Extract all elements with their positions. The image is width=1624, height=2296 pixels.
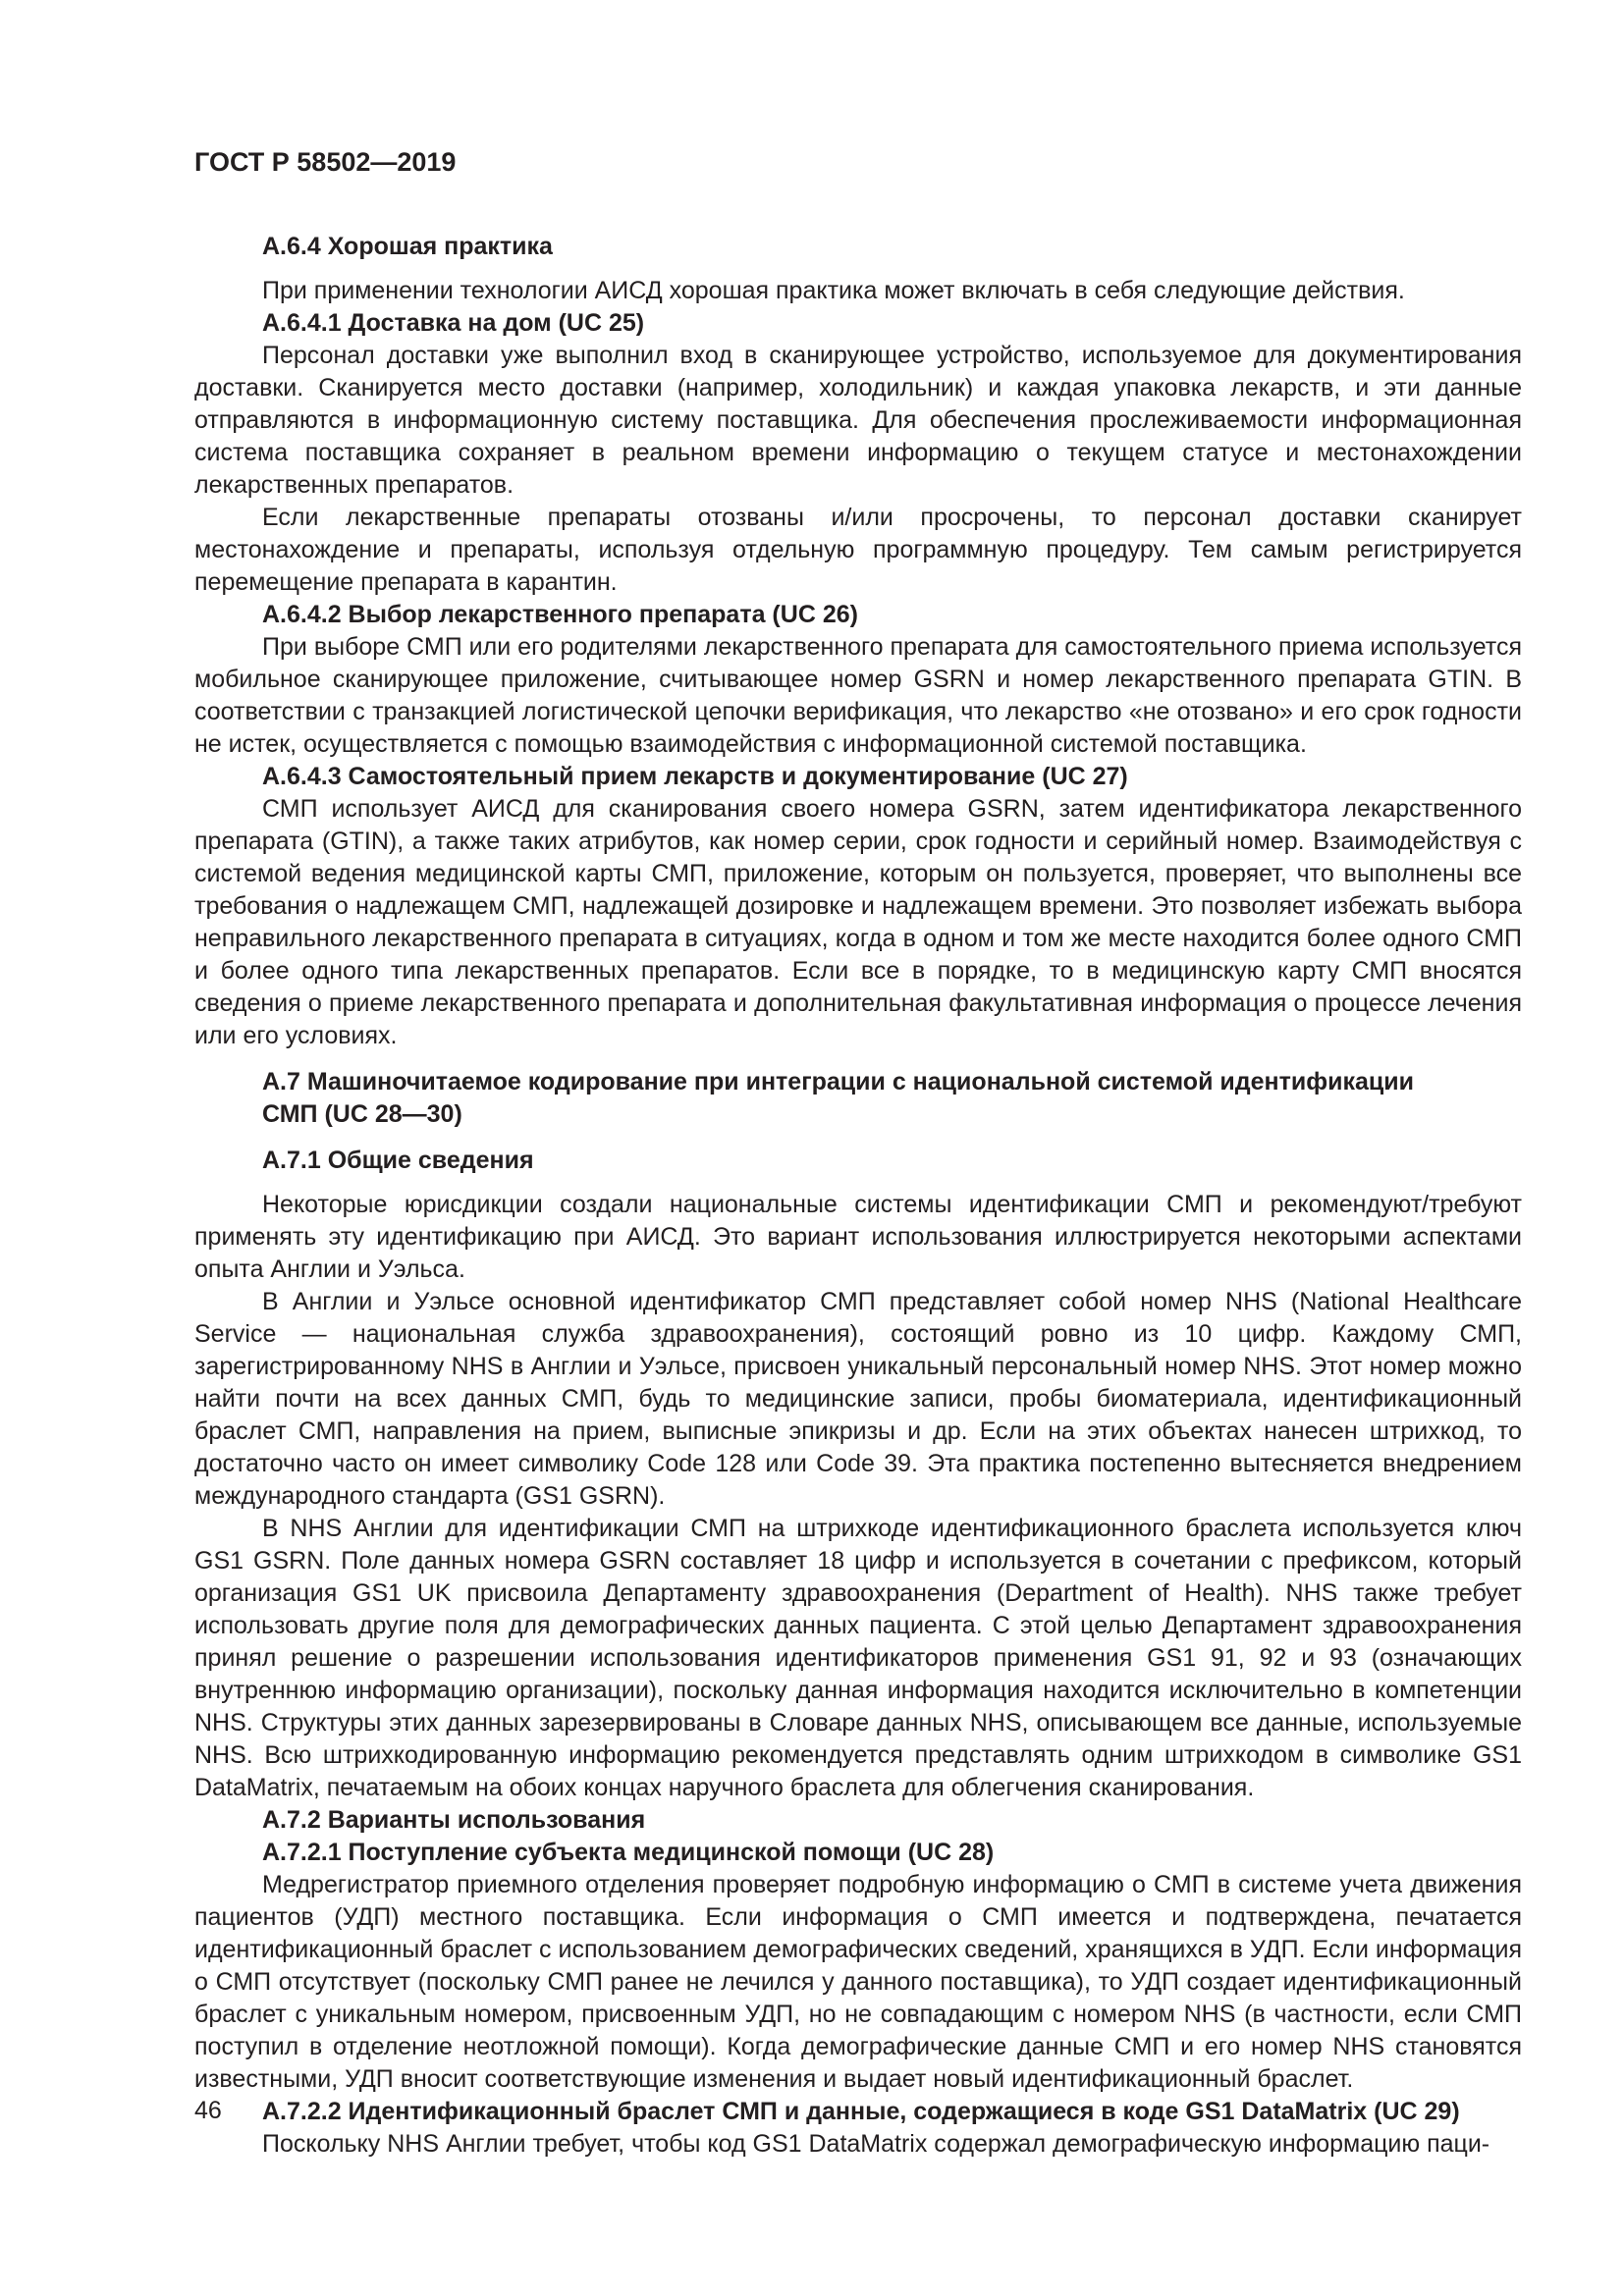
section-heading-a722: А.7.2.2 Идентификационный браслет СМП и данные, содержащиеся в коде GS1 DataMatrix (UC 29) [262, 2098, 1460, 2125]
section-heading-a721: А.7.2.1 Поступление субъекта медицинской помощи (UC 28) [262, 1839, 995, 1866]
section-heading-a7-line2: СМП (UC 28—30) [262, 1100, 462, 1128]
paragraph-a641-2: Если лекарственные препараты отозваны и/или просрочены, то персонал доставки сканирует местонахождение и препараты, используя отдельную программную процедуру. Тем самым регистрируется перемещение препарата в карантин. [194, 504, 1522, 596]
section-heading-a642: А.6.4.2 Выбор лекарственного препарата (UC 26) [262, 601, 858, 628]
paragraph-a71-1: Некоторые юрисдикции создали национальные системы идентификации СМП и рекомендуют/требуют применять эту идентификацию при АИСД. Это вариант использования иллюстрируется некоторыми аспектами опыта Англии и Уэльса. [194, 1191, 1522, 1283]
page-content [194, 145, 1522, 2161]
section-heading-a641: А.6.4.1 Доставка на дом (UC 25) [262, 309, 645, 337]
section-heading-a7-line1: А.7 Машиночитаемое кодирование при интеграции с национальной системой идентификации [262, 1068, 1414, 1095]
section-heading-a72: А.7.2 Варианты использования [262, 1806, 646, 1834]
section-heading-a643: А.6.4.3 Самостоятельный прием лекарств и документирование (UC 27) [262, 763, 1128, 790]
section-heading-a64: А.6.4 Хорошая практика [262, 233, 553, 260]
paragraph-a722-1: Поскольку NHS Англии требует, чтобы код GS1 DataMatrix содержал демографическую информацию паци- [262, 2130, 1490, 2158]
paragraph-a642-1: При выборе СМП или его родителями лекарственного препарата для самостоятельного приема используется мобильное сканирующее приложение, считывающее номер GSRN и номер лекарственного препарата GTIN. В соответствии с транзакцией логистической цепочки верификация, что лекарство «не отозвано» и его срок годности не истек, осуществляется с помощью взаимодействия с информационной системой поставщика. [194, 633, 1522, 758]
section-heading-a7 [194, 1066, 1522, 1131]
paragraph-a643-1: СМП использует АИСД для сканирования своего номера GSRN, затем идентификатора лекарственного препарата (GTIN), а также таких атрибутов, как номер серии, срок годности и серийный номер. Взаимодействуя с системой ведения медицинской карты СМП, приложение, которым он пользуется, проверяет, что выполнены все требования о надлежащем СМП, надлежащей дозировке и надлежащем времени. Это позволяет избежать выбора неправильного лекарственного препарата в ситуациях, когда в одном и том же месте находится более одного СМП и более одного типа лекарственных препаратов. Если все в порядке, то в медицинскую карту СМП вносятся сведения о приеме лекарственного препарата и дополнительная факультативная информация о процессе лечения или его условиях. [194, 795, 1522, 1049]
document-header: ГОСТ Р 58502—2019 [194, 147, 457, 177]
paragraph-a641-1: Персонал доставки уже выполнил вход в сканирующее устройство, используемое для документирования доставки. Сканируется место доставки (например, холодильник) и каждая упаковка лекарств, и эти данные отправляются в информационную систему поставщика. Для обеспечения прослеживаемости информационная система поставщика сохраняет в реальном времени информацию о текущем статусе и местонахождении лекарственных препаратов. [194, 342, 1522, 499]
section-heading-a71: А.7.1 Общие сведения [262, 1147, 534, 1174]
paragraph-a71-2: В Англии и Уэльсе основной идентификатор СМП представляет собой номер NHS (National Healthcare Service — национальная служба здравоохранения), состоящий ровно из 10 цифр. Каждому СМП, зарегистрированному NHS в Англии и Уэльсе, присвоен уникальный персональный номер NHS. Этот номер можно найти почти на всех данных СМП, будь то медицинские записи, пробы биоматериала, идентификационный браслет СМП, направления на прием, выписные эпикризы и др. Если на этих объектах нанесен штрихкод, то достаточно часто он имеет символику Code 128 или Code 39. Эта практика постепенно вытесняется внедрением международного стандарта (GS1 GSRN). [194, 1288, 1522, 1510]
page-number: 46 [194, 2097, 222, 2124]
paragraph-a64-1: При применении технологии АИСД хорошая практика может включать в себя следующие действия. [262, 277, 1405, 304]
paragraph-a71-3: В NHS Англии для идентификации СМП на штрихкоде идентификационного браслета используется ключ GS1 GSRN. Поле данных номера GSRN составляет 18 цифр и используется в сочетании с префиксом, который организация GS1 UK присвоила Департаменту здравоохранения (Department of Health). NHS также требует использовать другие поля для демографических данных пациента. С этой целью Департамент здравоохранения принял решение о разрешении использования идентификаторов применения GS1 91, 92 и 93 (означающих внутреннюю информацию организации), поскольку данная информация находится исключительно в компетенции NHS. Структуры этих данных зарезервированы в Словаре данных NHS, описывающем все данные, используемые NHS. Всю штрихкодированную информацию рекомендуется представлять одним штрихкодом в символике GS1 DataMatrix, печатаемым на обоих концах наручного браслета для облегчения сканирования. [194, 1515, 1522, 1801]
paragraph-a721-1: Медрегистратор приемного отделения проверяет подробную информацию о СМП в системе учета движения пациентов (УДП) местного поставщика. Если информация о СМП имеется и подтверждена, печатается идентификационный браслет с использованием демографических сведений, хранящихся в УДП. Если информация о СМП отсутствует (поскольку СМП ранее не лечился у данного поставщика), то УДП создает идентификационный браслет с уникальным номером, присвоенным УДП, но не совпадающим с номером NHS (в частности, если СМП поступил в отделение неотложной помощи). Когда демографические данные СМП и его номер NHS становятся известными, УДП вносит соответствующие изменения и выдает новый идентификационный браслет. [194, 1871, 1522, 2093]
